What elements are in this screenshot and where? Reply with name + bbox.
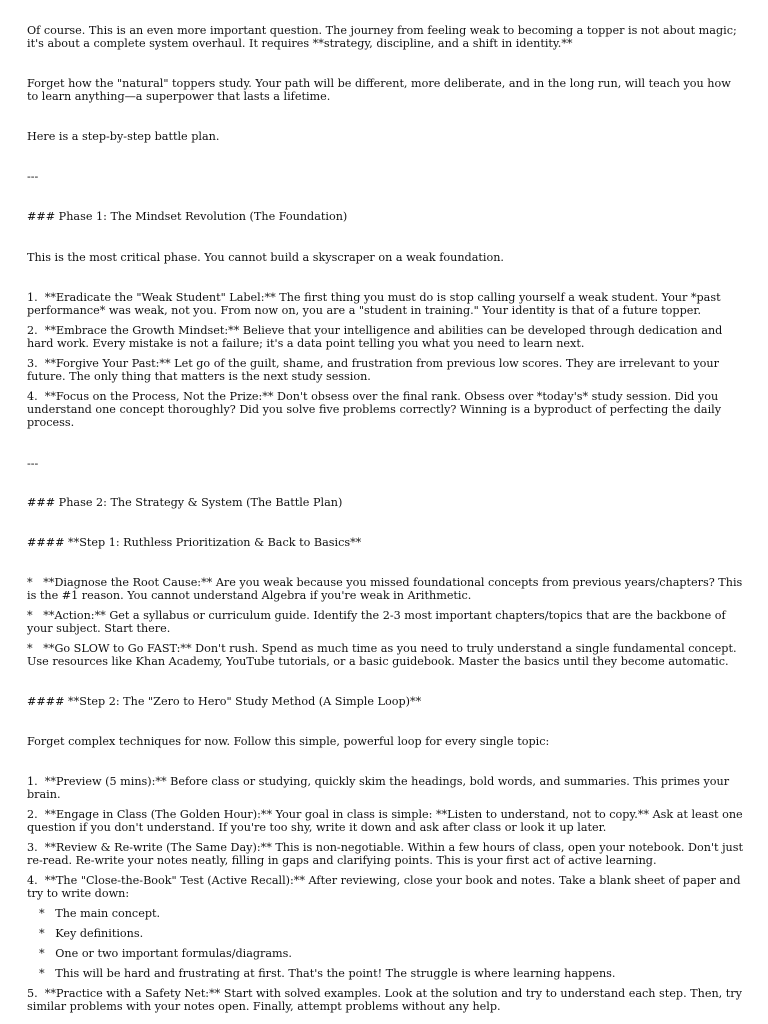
phase-1-heading: ### Phase 1: The Mindset Revolution (The Foundation): [27, 210, 348, 223]
step-1-bullet-1: * **Diagnose the Root Cause:** Are you weak because you missed foundational concepts from previous years/chapters? This is the #1 reason. You cannot understand Algebra if you're weak in Arithmetic.: [27, 576, 746, 602]
divider: ---: [27, 170, 39, 183]
phase-1-intro: This is the most critical phase. You cannot build a skyscraper on a weak foundation.: [27, 251, 504, 264]
phase-2-heading: ### Phase 2: The Strategy & System (The Battle Plan): [27, 496, 343, 509]
phase-1-item-3: 3. **Forgive Your Past:** Let go of the guilt, shame, and frustration from previous low scores. They are irrelevant to your future. The only thing that matters is the next study session.: [27, 357, 723, 383]
divider: ---: [27, 457, 39, 470]
step-2-item-1: 1. **Preview (5 mins):** Before class or studying, quickly skim the headings, bold words, and summaries. This primes your brain.: [27, 775, 733, 801]
step-1-bullet-3: * **Go SLOW to Go FAST:** Don't rush. Spend as much time as you need to truly understand a single fundamental concept. Use resources like Khan Academy, YouTube tutorials, or a basic guidebook. Master the basics until they become automatic.: [27, 642, 741, 668]
intro-paragraph-2: Forget how the "natural" toppers study. Your path will be different, more deliberate, and in the long run, will teach you how to learn anything—a superpower that lasts a lifetime.: [27, 77, 735, 103]
battle-plan-intro: Here is a step-by-step battle plan.: [27, 130, 220, 143]
step-2-item-2: 2. **Engage in Class (The Golden Hour):** Your goal in class is simple: **Listen to understand, not to copy.** Ask at least one question if you don't understand. If you're too shy, write it down and ask after class or look it up later.: [27, 808, 747, 834]
phase-1-item-4: 4. **Focus on the Process, Not the Prize:** Don't obsess over the final rank. Obsess over *today's* study session. Did you understand one concept thoroughly? Did you solve five problems correctly? Winning is a byproduct of perfecting the daily process.: [27, 390, 725, 429]
step-2-item-3: 3. **Review & Re-write (The Same Day):** This is non-negotiable. Within a few hours of class, open your notebook. Don't just re-read. Re-write your notes neatly, filling in gaps and clarifying points. This is your first act of active learning.: [27, 841, 747, 867]
step-2-subbullet-2: * Key definitions.: [39, 927, 144, 940]
step-2-item-5: 5. **Practice with a Safety Net:** Start with solved examples. Look at the solution and try to understand each step. Then, try similar problems with your notes open. Finally, attempt problems without any help.: [27, 987, 746, 1013]
intro-paragraph: Of course. This is an even more important question. The journey from feeling weak to becoming a topper is not about magic; it's about a complete system overhaul. It requires **strategy, discipline, and a shift in identity.**: [27, 24, 741, 50]
step-1-bullet-2: * **Action:** Get a syllabus or curriculum guide. Identify the 2-3 most important chapters/topics that are the backbone of your subject. Start there.: [27, 609, 730, 635]
phase-1-item-1: 1. **Eradicate the "Weak Student" Label:** The first thing you must do is stop calling yourself a weak student. Your *past performance* was weak, not you. From now on, you are a "student in training." Your identity is that of a future topper.: [27, 291, 725, 317]
step-2-item-4: 4. **The "Close-the-Book" Test (Active Recall):** After reviewing, close your book and notes. Take a blank sheet of paper and try to write down:: [27, 874, 745, 900]
step-2-intro: Forget complex techniques for now. Follow this simple, powerful loop for every single topic:: [27, 735, 550, 748]
step-2-subbullet-4: * This will be hard and frustrating at first. That's the point! The struggle is where learning happens.: [39, 967, 616, 980]
phase-1-item-2: 2. **Embrace the Growth Mindset:** Believe that your intelligence and abilities can be developed through dedication and hard work. Every mistake is not a failure; it's a data point telling you what you need to learn next.: [27, 324, 726, 350]
step-2-subbullet-1: * The main concept.: [39, 907, 161, 920]
document-page: [27, 24, 747, 1013]
step-2-subbullet-3: * One or two important formulas/diagrams.: [39, 947, 292, 960]
step-2-heading: #### **Step 2: The "Zero to Hero" Study Method (A Simple Loop)**: [27, 695, 422, 708]
step-1-heading: #### **Step 1: Ruthless Prioritization & Back to Basics**: [27, 536, 362, 549]
